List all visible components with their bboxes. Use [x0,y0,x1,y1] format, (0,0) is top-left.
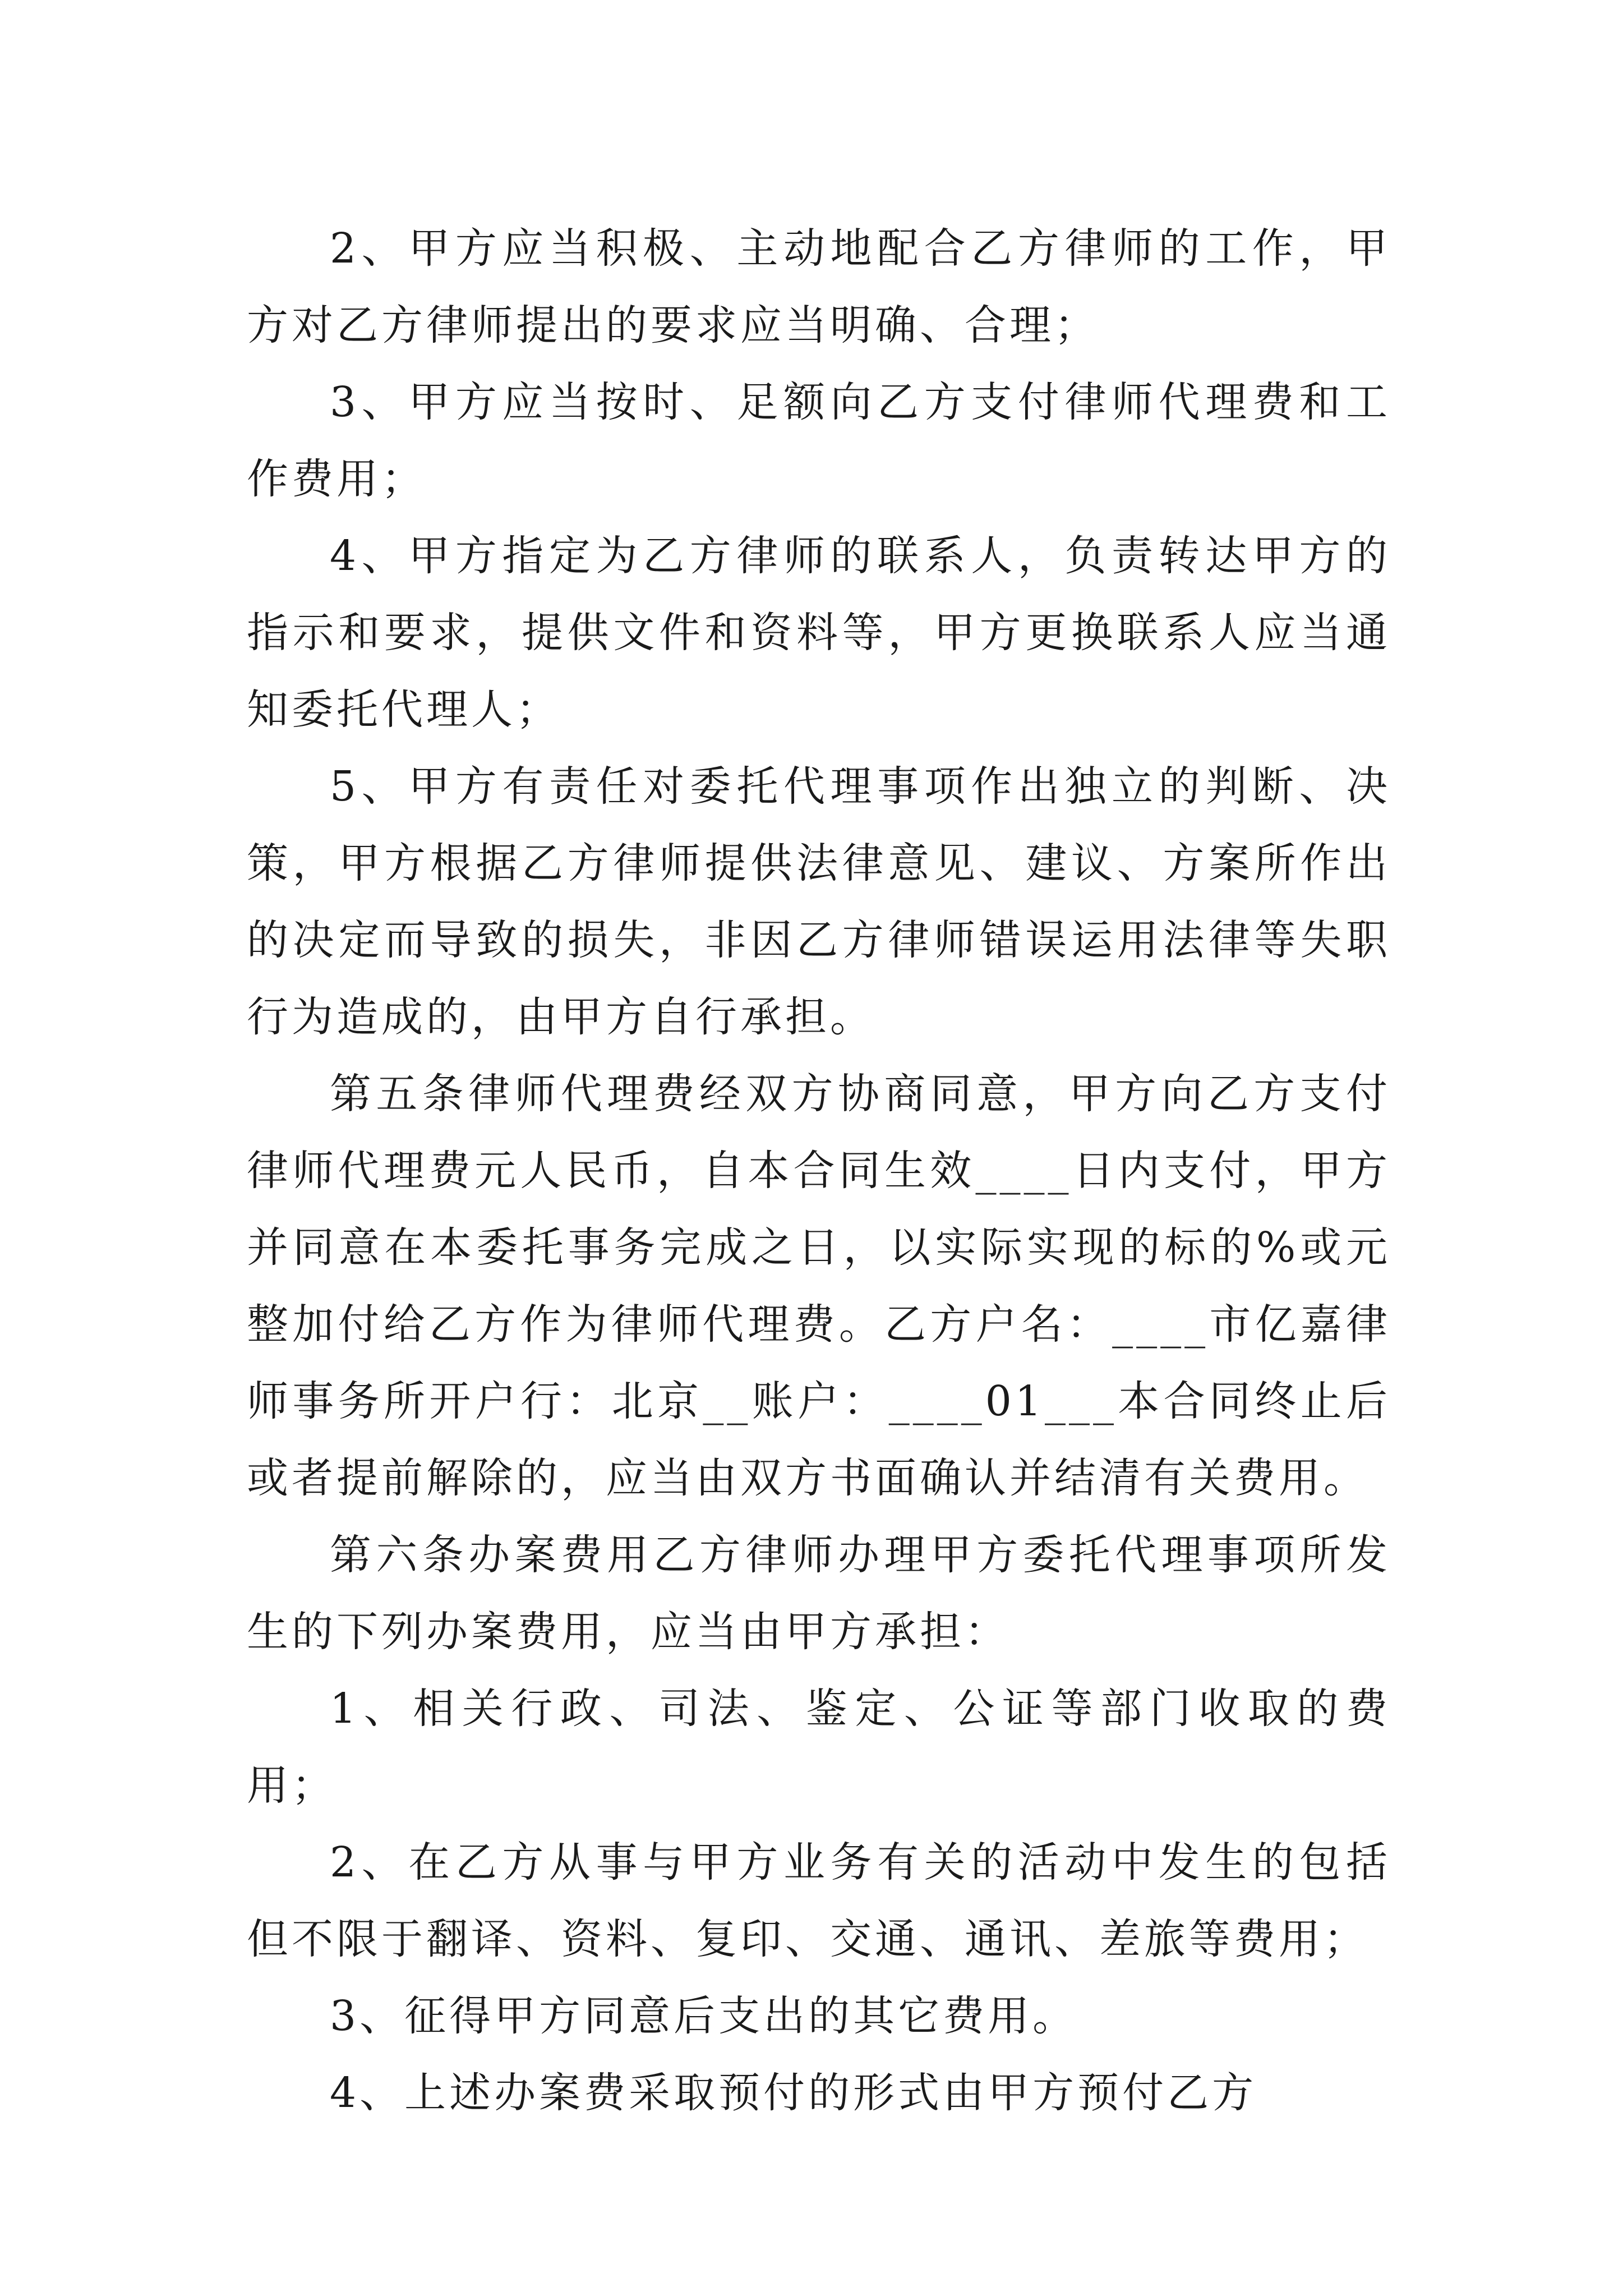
paragraph-fee-item-1: 1、相关行政、司法、鉴定、公证等部门收取的费用； [247,1685,1391,1810]
paragraph-fee-item-2: 2、在乙方从事与甲方业务有关的活动中发生的包括但不限于翻译、资料、复印、交通、通讯、差旅等费用； [247,1838,1391,1963]
paragraph-clause-2: 2、甲方应当积极、主动地配合乙方律师的工作，甲方对乙方律师提出的要求应当明确、合理； [247,224,1391,349]
paragraph-article-5: 第五条律师代理费经双方协商同意，甲方向乙方支付律师代理费元人民币，自本合同生效____日内支付，甲方并同意在本委托事务完成之日，以实际实现的标的%或元整加付给乙方作为律师代理费。乙方户名：____市亿嘉律师事务所开户行：北京__账户：____01___本合同终止后或者提前解除的，应当由双方书面确认并结清有关费用。 [247,1070,1391,1502]
paragraph-fee-item-3: 3、征得甲方同意后支出的其它费用。 [330,1992,1078,2040]
paragraph-fee-item-4: 4、上述办案费采取预付的形式由甲方预付乙方 [330,2069,1257,2117]
paragraph-clause-4: 4、甲方指定为乙方律师的联系人，负责转达甲方的指示和要求，提供文件和资料等，甲方更换联系人应当通知委托代理人； [247,532,1391,734]
document-body [247,210,1391,2132]
paragraph-clause-3: 3、甲方应当按时、足额向乙方支付律师代理费和工作费用； [247,378,1391,503]
paragraph-article-6: 第六条办案费用乙方律师办理甲方委托代理事项所发生的下列办案费用，应当由甲方承担： [247,1531,1391,1656]
paragraph-clause-5: 5、甲方有责任对委托代理事项作出独立的判断、决策，甲方根据乙方律师提供法律意见、建议、方案所作出的决定而导致的损失，非因乙方律师错误运用法律等失职行为造成的，由甲方自行承担。 [247,762,1391,1041]
